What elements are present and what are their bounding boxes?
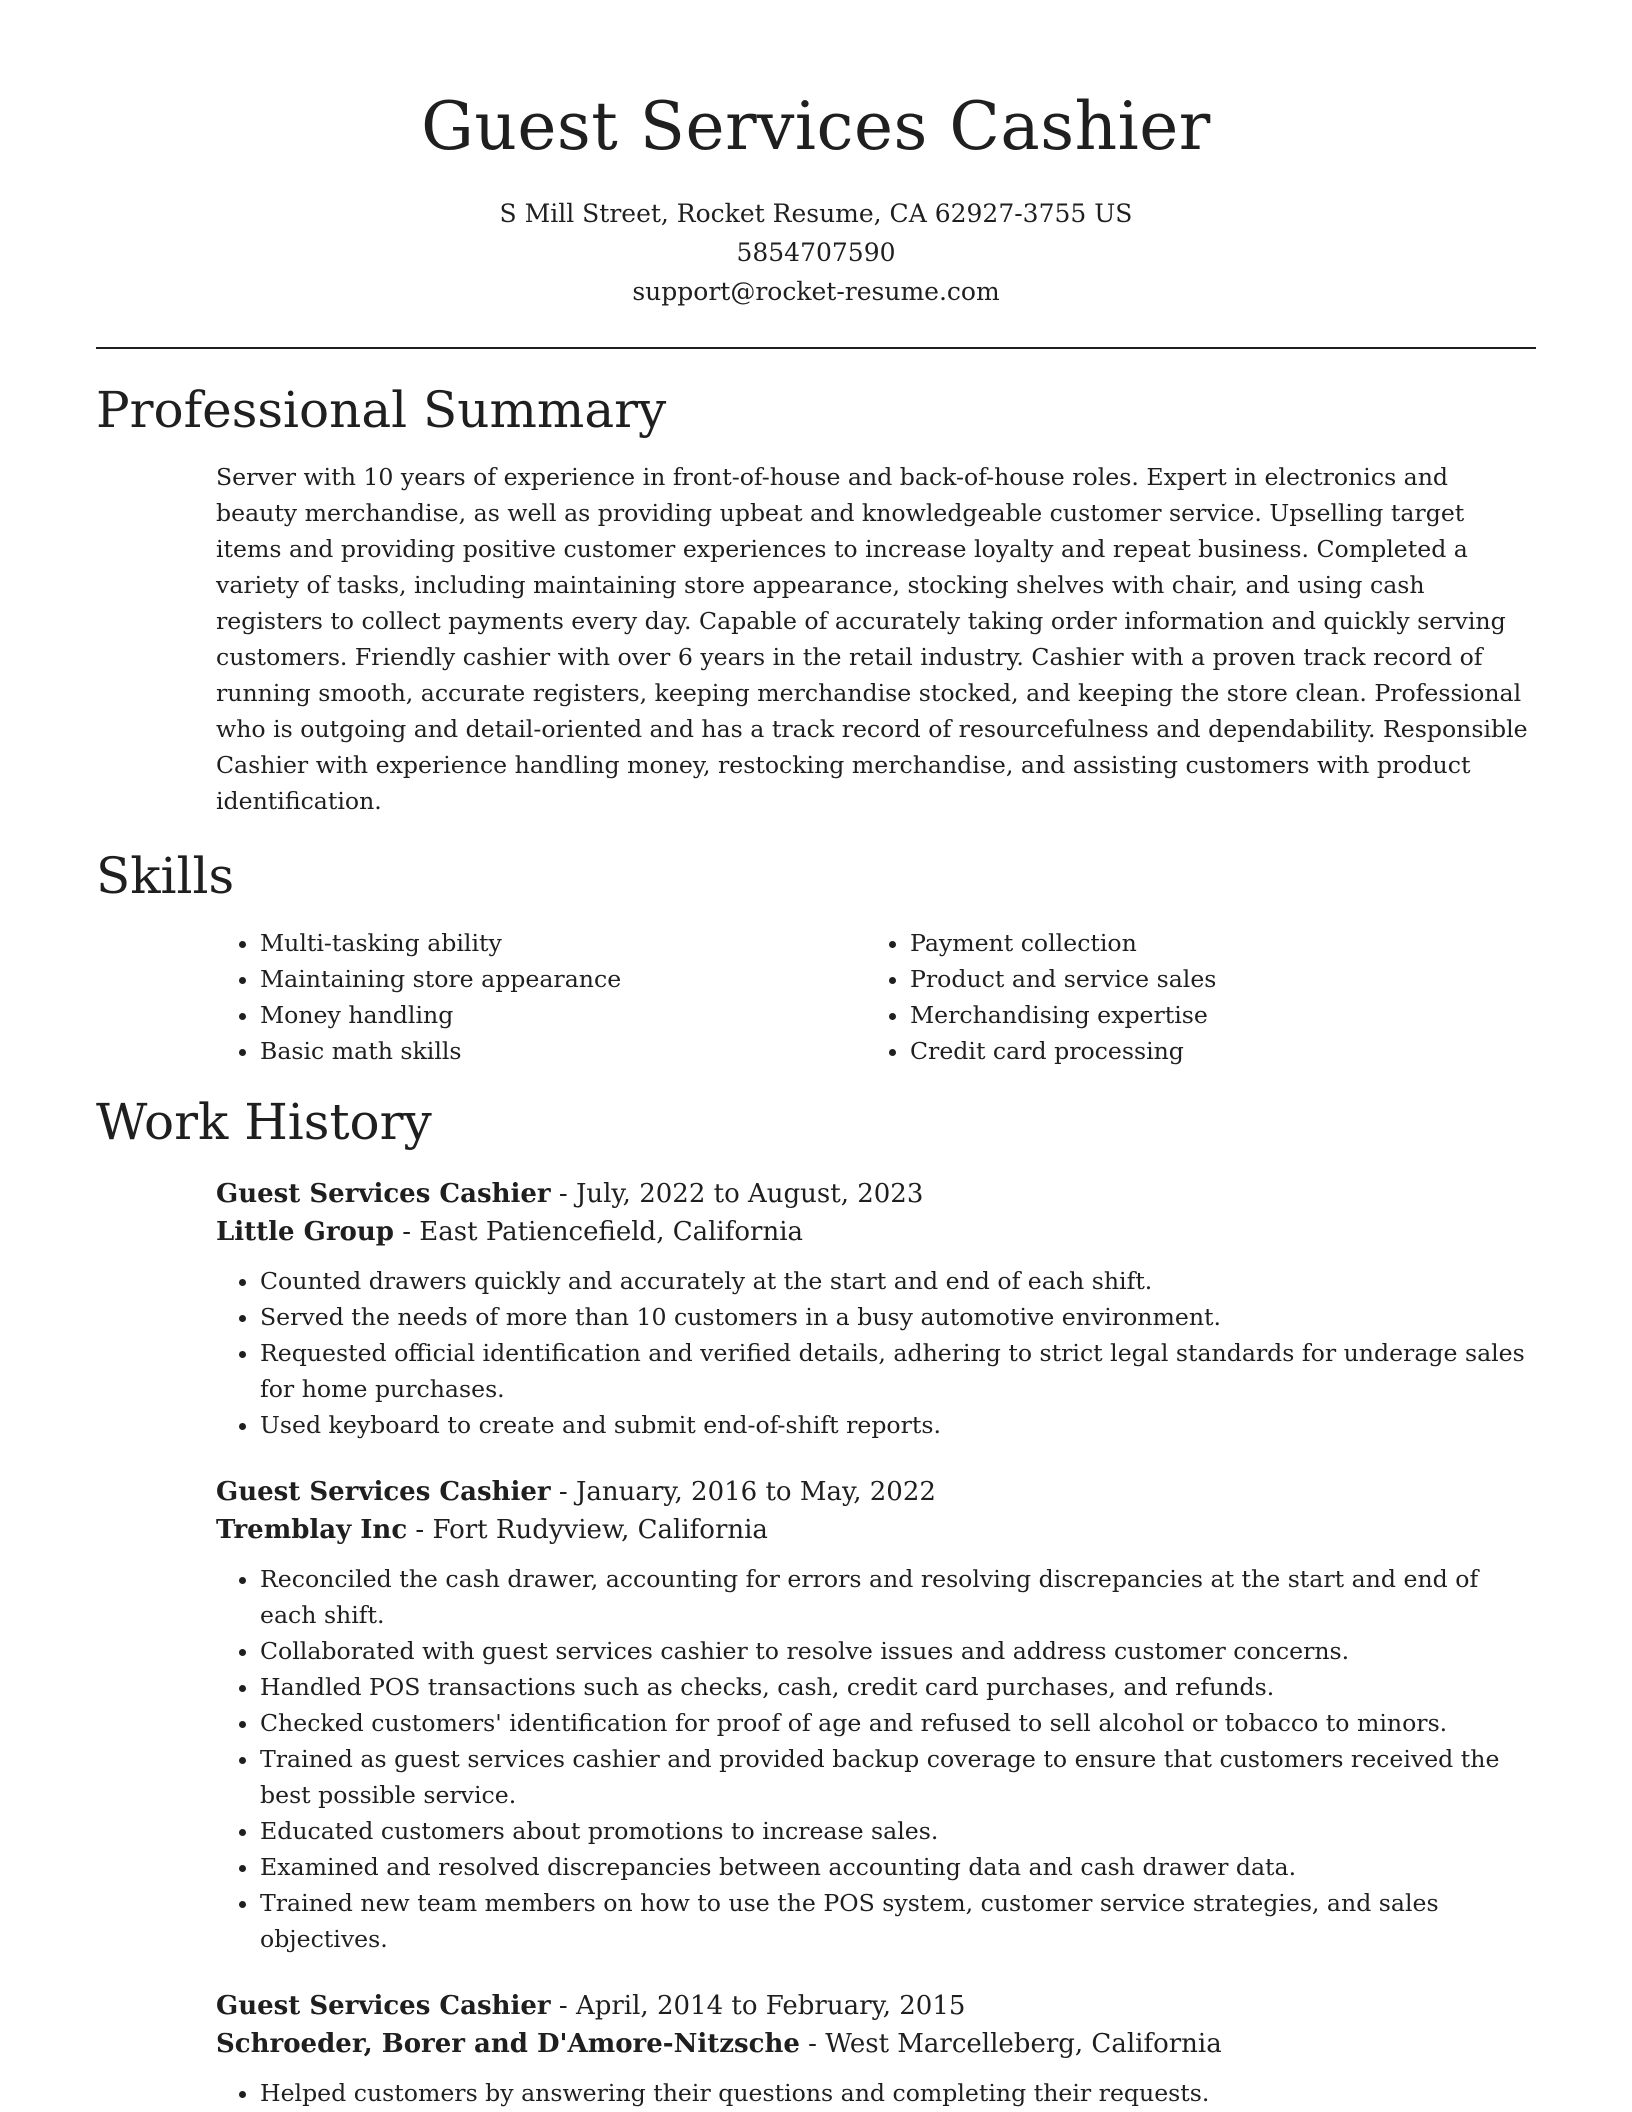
skills-section	[96, 845, 1536, 1069]
job-entry	[96, 1473, 1536, 1957]
job-location: - Fort Rudyview, California	[407, 1515, 768, 1545]
section-title-work-history: Work History	[96, 1093, 432, 1151]
section-title-summary: Professional Summary	[96, 381, 667, 439]
job-company-line	[216, 2025, 1536, 2063]
job-dates: - January, 2016 to May, 2022	[550, 1477, 936, 1507]
job-duty: • Served the needs of more than 10 customers in a busy automotive environment.	[260, 1299, 1536, 1335]
skill-item: • Maintaining store appearance	[260, 961, 866, 997]
job-title: Guest Services Cashier	[216, 1179, 551, 1209]
job-duty: • Trained as guest services cashier and provided backup coverage to ensure that customers received the best possible service.	[260, 1741, 1536, 1813]
job-title: Guest Services Cashier	[216, 1991, 551, 2021]
summary-text: Server with 10 years of experience in front-of-house and back-of-house roles. Expert in electronics and beauty merchandise, as well as providing upbeat and knowledgeable customer service. Upselling target items and providing positive customer experiences to increase loyalty and repeat business. Completed a variety of tasks, including maintaining store appearance, stocking shelves with chair, and using cash registers to collect payments every day. Capable of accurately taking order information and quickly serving customers. Friendly cashier with over 6 years in the retail industry. Cashier with a proven track record of running smooth, accurate registers, keeping merchandise stocked, and keeping the store clean. Professional who is outgoing and detail-oriented and has a track record of resourcefulness and dependability. Responsible Cashier with experience handling money, restocking merchandise, and assisting customers with product identification.	[216, 463, 1528, 815]
contact-info	[96, 194, 1536, 311]
job-title-line	[216, 1175, 1536, 1213]
skills-columns	[96, 925, 1536, 1069]
header-divider	[96, 347, 1536, 349]
job-entry	[96, 1175, 1536, 1443]
job-duty: • Examined and resolved discrepancies between accounting data and cash drawer data.	[260, 1849, 1536, 1885]
job-title-line	[216, 1473, 1536, 1511]
skill-item: • Merchandising expertise	[910, 997, 1516, 1033]
job-location: - East Patiencefield, California	[393, 1217, 804, 1247]
skill-item: • Multi-tasking ability	[260, 925, 866, 961]
job-location: - West Marcelleberg, California	[799, 2029, 1222, 2059]
job-company-line	[216, 1511, 1536, 1549]
section-title-skills: Skills	[96, 847, 235, 905]
email: support@rocket-resume.com	[632, 277, 1000, 306]
job-duty: • Counted drawers quickly and accurately at the start and end of each shift.	[260, 1263, 1536, 1299]
job-duty: • Reconciled the cash drawer, accounting for errors and resolving discrepancies at the start and end of each shift.	[260, 1561, 1536, 1633]
job-duty: • Trained new team members on how to use the POS system, customer service strategies, and sales objectives.	[260, 1885, 1536, 1957]
job-company: Schroeder, Borer and D'Amore-Nitzsche	[216, 2029, 800, 2059]
job-duty: • Used keyboard to create and submit end-of-shift reports.	[260, 1407, 1536, 1443]
job-company: Tremblay Inc	[216, 1515, 408, 1545]
job-dates: - July, 2022 to August, 2023	[550, 1179, 924, 1209]
skills-list-right	[866, 925, 1516, 1069]
job-duties-list	[216, 1263, 1536, 1443]
skill-item: • Basic math skills	[260, 1033, 866, 1069]
job-title: Guest Services Cashier	[216, 1477, 551, 1507]
address: S Mill Street, Rocket Resume, CA 62927-3755 US	[499, 199, 1133, 228]
job-duty: • Checked customers' identification for proof of age and refused to sell alcohol or tobacco to minors.	[260, 1705, 1536, 1741]
job-duties-list	[216, 2075, 1536, 2111]
job-duty: • Collaborated with guest services cashier to resolve issues and address customer concerns.	[260, 1633, 1536, 1669]
candidate-name: Guest Services Cashier	[421, 88, 1211, 165]
resume-header	[96, 0, 1536, 311]
work-history-section	[96, 1091, 1536, 2111]
job-dates: - April, 2014 to February, 2015	[550, 1991, 966, 2021]
job-duty: • Helped customers by answering their questions and completing their requests.	[260, 2075, 1536, 2111]
job-duty: • Handled POS transactions such as checks, cash, credit card purchases, and refunds.	[260, 1669, 1536, 1705]
job-duty: • Requested official identification and verified details, adhering to strict legal standards for underage sales for home purchases.	[260, 1335, 1536, 1407]
job-company-line	[216, 1213, 1536, 1251]
job-duty: • Educated customers about promotions to increase sales.	[260, 1813, 1536, 1849]
job-title-line	[216, 1987, 1536, 2025]
phone: 5854707590	[736, 238, 896, 267]
job-company: Little Group	[216, 1217, 394, 1247]
job-entry	[96, 1987, 1536, 2111]
skills-list-left	[216, 925, 866, 1069]
professional-summary-section	[96, 379, 1536, 819]
job-duties-list	[216, 1561, 1536, 1957]
skill-item: • Money handling	[260, 997, 866, 1033]
skill-item: • Credit card processing	[910, 1033, 1516, 1069]
skill-item: • Payment collection	[910, 925, 1516, 961]
skill-item: • Product and service sales	[910, 961, 1516, 997]
